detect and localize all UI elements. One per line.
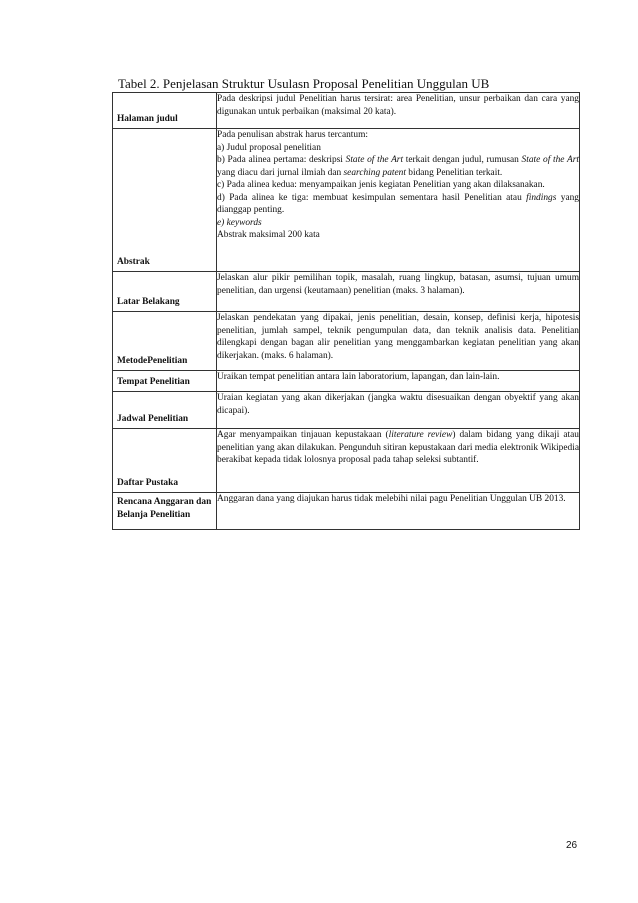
description-line: Uraian kegiatan yang akan dikerjakan (jangka waktu disesuaikan dengan obyektif yang akan dicapai). [217,393,579,416]
row-label: Jadwal Penelitian [117,413,189,424]
table-row [113,493,580,530]
row-label-cell [113,429,217,493]
table-row [113,272,580,312]
row-description-cell [217,493,580,530]
row-label-cell [113,93,217,129]
description-line: Pada deskripsi judul Penelitian harus tersirat: area Penelitian, unsur perbaikan dan cara yang digunakan untuk perbaikan (maksimal 20 kata). [217,94,579,117]
table-caption: Tabel 2. Penjelasan Struktur Usulasn Proposal Penelitian Unggulan UB [118,76,490,91]
table-row [113,371,580,392]
description-line: c) Pada alinea kedua: menyampaikan jenis kegiatan Penelitian yang akan dilaksanakan. [217,180,545,190]
proposal-structure-table [112,92,580,530]
table-row [113,392,580,429]
row-label-cell [113,129,217,272]
table-row [113,429,580,493]
description-line: Jelaskan alur pikir pemilihan topik, masalah, ruang lingkup, batasan, asumsi, tujuan umum penelitian, dan urgensi (keutamaan) penelitian (maks. 3 halaman). [217,273,579,296]
description-line: Anggaran dana yang diajukan harus tidak melebihi nilai pagu Penelitian Unggulan UB 2013. [217,494,566,504]
description-line: d) Pada alinea ke tiga: membuat kesimpulan sementara hasil Penelitian atau findings yang dianggap penting. [217,192,579,215]
description-line: e) keywords [217,217,262,228]
row-label-cell [113,392,217,429]
row-label: Rencana Anggaran dan Belanja Penelitian [117,497,212,520]
row-description-cell [217,129,580,272]
row-label: Daftar Pustaka [117,477,179,488]
description-line: Uraikan tempat penelitian antara lain laboratorium, lapangan, dan lain-lain. [217,372,500,382]
row-description-cell [217,272,580,312]
row-description-cell [217,312,580,371]
row-label: Halaman judul [117,113,178,124]
table-row [113,129,580,272]
row-label: MetodePenelitian [117,355,188,366]
row-label-cell [113,272,217,312]
table-row [113,93,580,129]
description-line: a) Judul proposal penelitian [217,142,321,153]
row-description-cell [217,371,580,392]
row-label-cell [113,493,217,530]
description-line: Jelaskan pendekatan yang dipakai, jenis penelitian, desain, konsep, definisi kerja, hipotesis penelitian, jumlah sampel, teknik pengumpulan data, dan teknik analisis data. Penelitian dilengkapi dengan bagan alir penelitian yang menggambarkan kegiatan penelitian yang akan dikerjakan. (maks. 6 halaman). [217,313,579,361]
description-line: Abstrak maksimal 200 kata [217,230,320,240]
page-number: 26 [566,840,578,851]
row-label: Abstrak [117,256,150,267]
row-label-cell [113,312,217,371]
row-label: Latar Belakang [117,296,180,307]
row-label: Tempat Penelitian [117,376,190,387]
row-description-cell [217,93,580,129]
table-row [113,312,580,371]
row-label-cell [113,371,217,392]
description-line: Pada penulisan abstrak harus tercantum: [217,130,368,140]
row-description-cell [217,392,580,429]
row-description-cell [217,429,580,493]
description-line: Agar menyampaikan tinjauan kepustakaan (literature review) dalam bidang yang dikaji atau penelitian yang akan dilakukan. Pengunduh sitiran kepustakaan dari media elektronik Wikipedia berakibat kepada tidak lolosnya proposal pada tahap seleksi subtantif. [217,430,579,465]
description-line: b) Pada alinea pertama: deskripsi State of the Art terkait dengan judul, rumusan State of the Art yang diacu dari jurnal ilmiah dan searching patent bidang Penelitian terkait. [217,155,579,178]
